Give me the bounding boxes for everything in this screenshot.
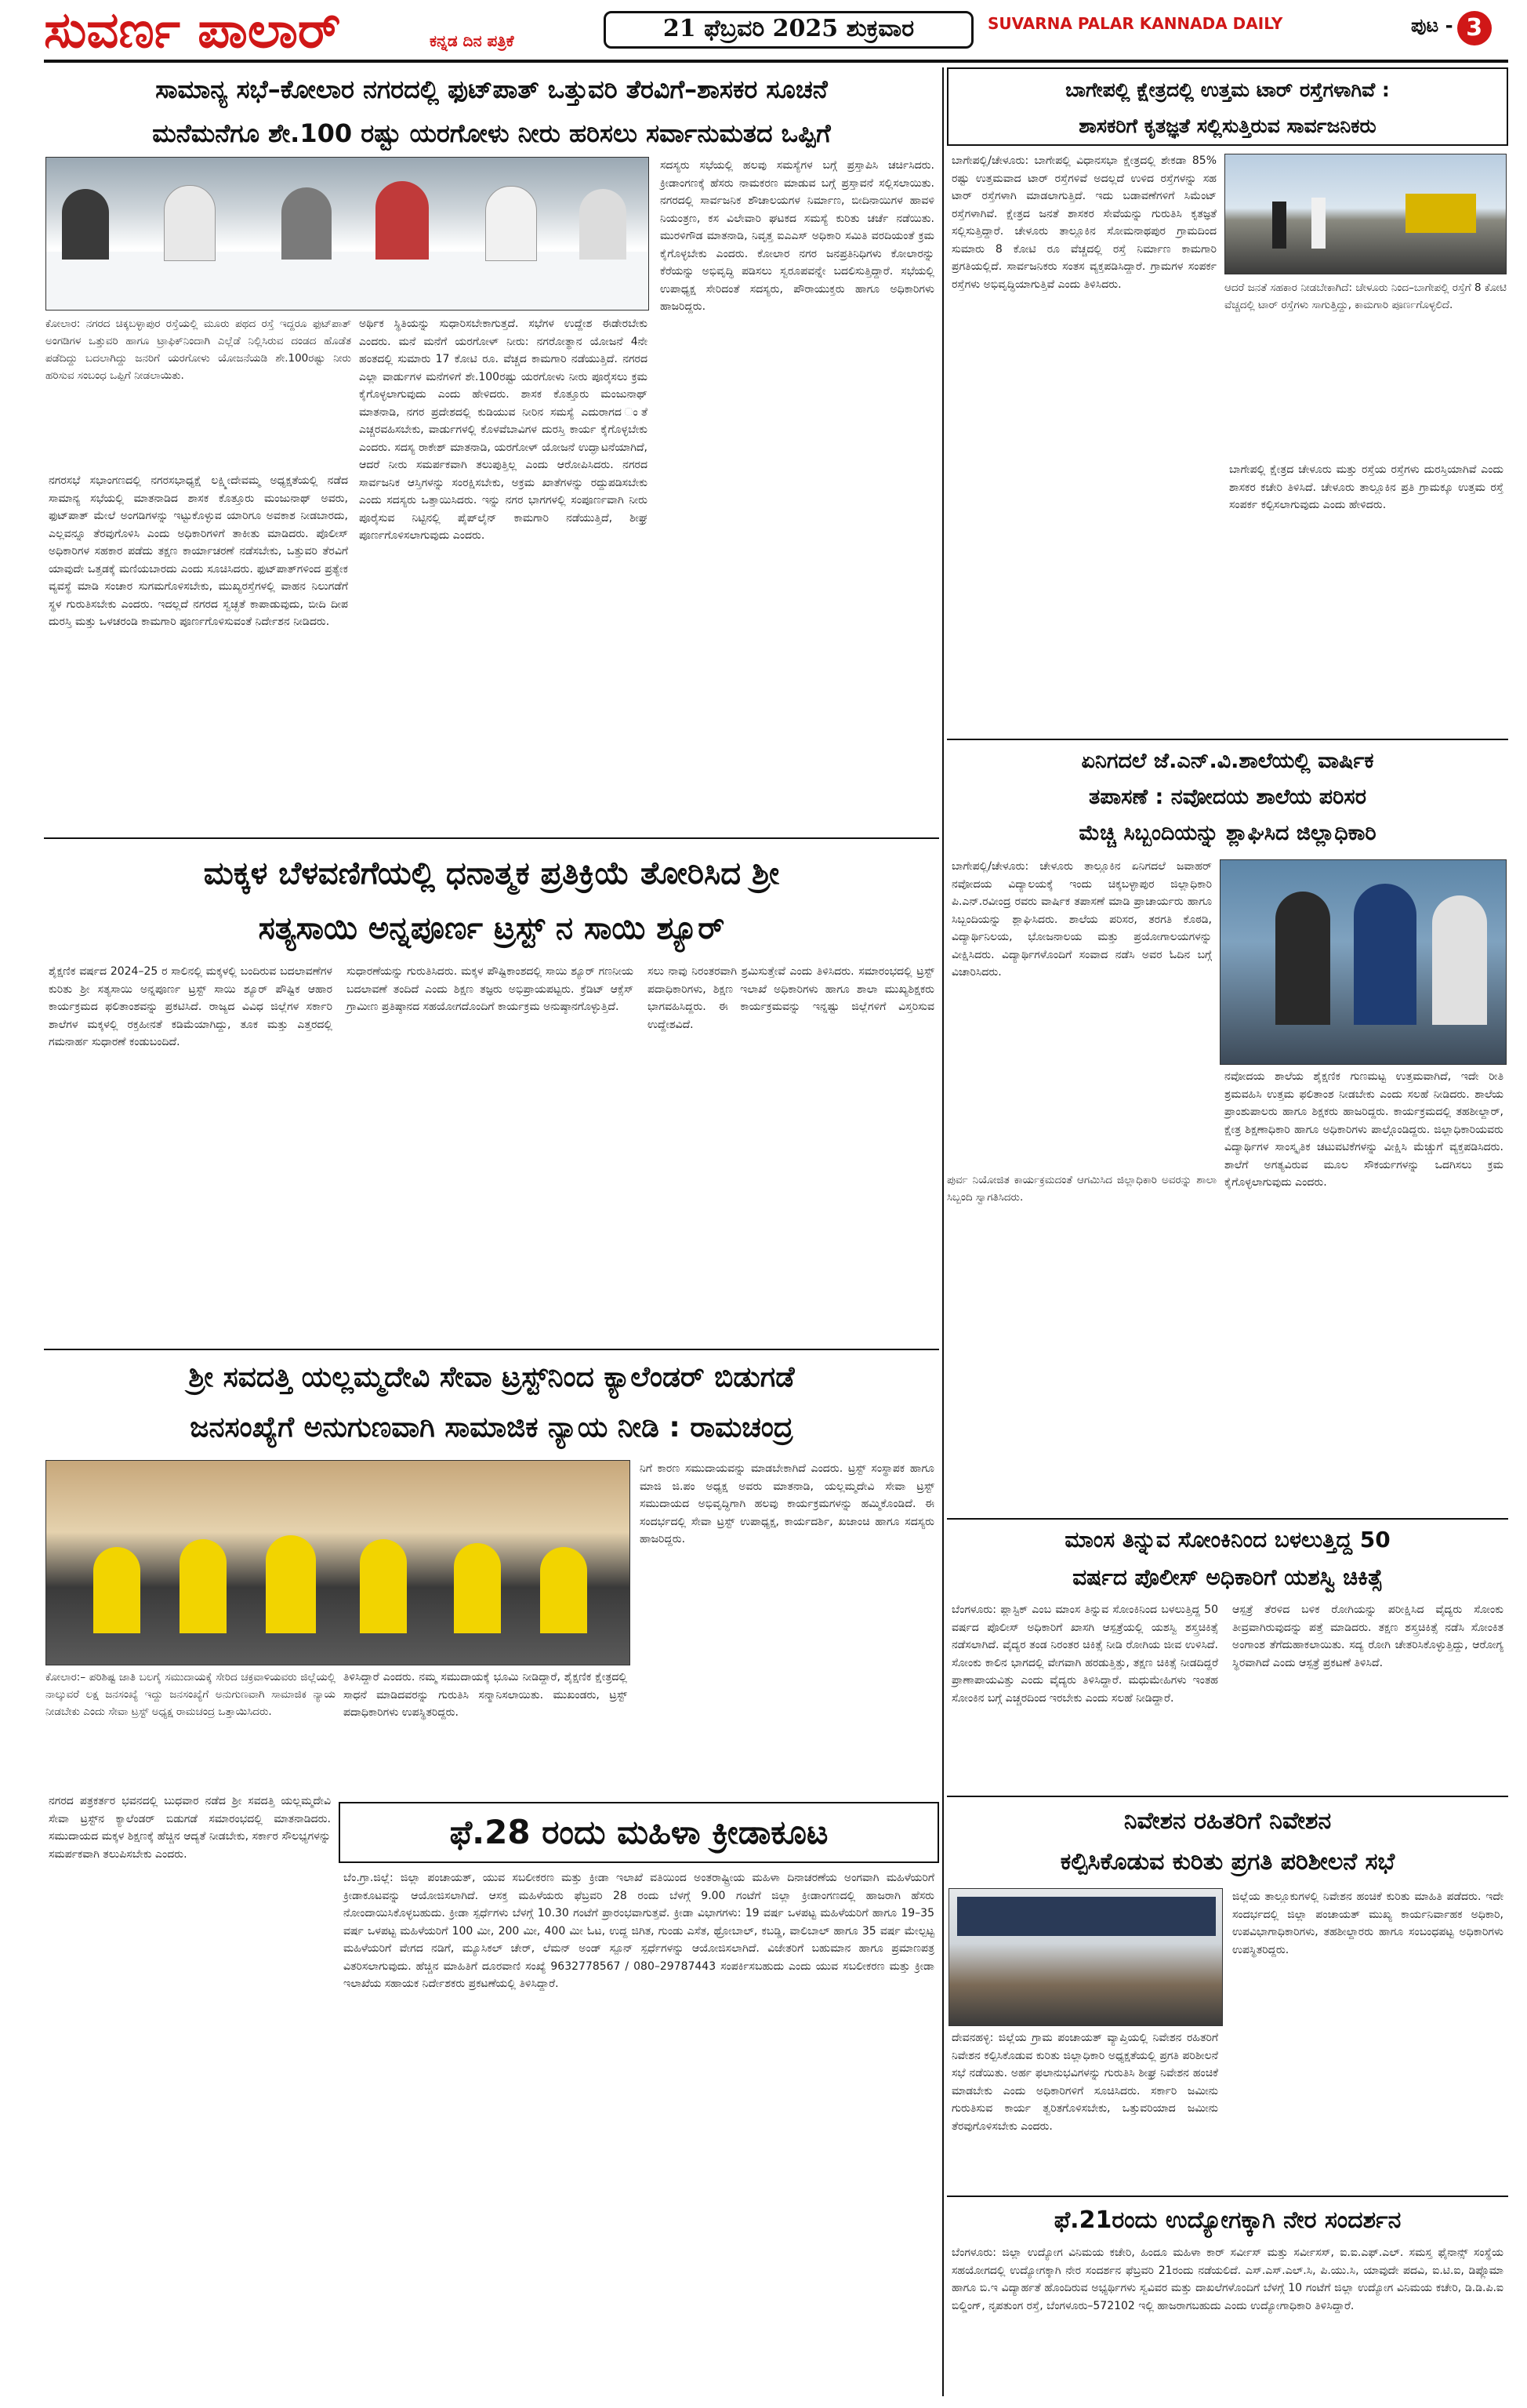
yallamma-headline-2: ಜನಸಂಖ್ಯೆಗೆ ಅನುಗುಣವಾಗಿ ಸಾಮಾಜಿಕ ನ್ಯಾಯ ನೀಡಿ : ರಾಮಚಂದ್ರ [190, 1411, 793, 1444]
nivesana-headline-1: ನಿವೇಶನ ರಹಿತರಿಗೆ ನಿವೇಶನ [1123, 1807, 1332, 1835]
yallamma-column-1: ನಗರದ ಪತ್ರಕರ್ತರ ಭವನದಲ್ಲಿ ಬುಧವಾರ ನಡೆದ ಶ್ರೀ ಸವದತ್ತಿ ಯಲ್ಲಮ್ಮದೇವಿ ಸೇವಾ ಟ್ರಸ್ಟ್‌ನ ಕ್ಯಾಲೆಂಡರ್ ಬಿಡುಗಡೆ ಸಮಾರಂಭದಲ್ಲಿ ಮಾತನಾಡಿದರು. ಸಮುದಾಯದ ಮಕ್ಕಳ ಶಿಕ್ಷಣಕ್ಕೆ ಹೆಚ್ಚಿನ ಆದ್ಯತೆ ನೀಡಬೇಕು, ಸರ್ಕಾರ ಸೌಲಭ್ಯಗಳನ್ನು ಸಮರ್ಪಕವಾಗಿ ತಲುಪಿಸಬೇಕು ಎಂದರು. [49, 1795, 331, 1861]
paper-english-name: SUVARNA PALAR KANNADA DAILY [988, 14, 1283, 33]
sathyasai-headline-box [44, 847, 939, 957]
police-section [947, 1521, 1508, 1796]
police-column-1: ಬೆಂಗಳೂರು: ಪ್ಲಾಸ್ಟಿಕ್ ಎಂಬ ಮಾಂಸ ತಿನ್ನುವ ಸೋಂಕಿನಿಂದ ಬಳಲುತ್ತಿದ್ದ 50 ವರ್ಷದ ಪೊಲೀಸ್ ಅಧಿಕಾರಿಗೆ ಖಾಸಗಿ ಆಸ್ಪತ್ರೆಯಲ್ಲಿ ಯಶಸ್ವಿ ಶಸ್ತ್ರಚಿಕಿತ್ಸೆ ನಡೆಸಲಾಗಿದೆ. ವೈದ್ಯರ ತಂಡ ನಿರಂತರ ಚಿಕಿತ್ಸೆ ನೀಡಿ ರೋಗಿಯ ಜೀವ ಉಳಿಸಿದೆ. ಸೋಂಕು ಕಾಲಿನ ಭಾಗದಲ್ಲಿ ವೇಗವಾಗಿ ಹರಡುತ್ತಿತ್ತು, ತಕ್ಷಣ ಚಿಕಿತ್ಸೆ ನೀಡದಿದ್ದರೆ ಪ್ರಾಣಾಪಾಯವಿತ್ತು ಎಂದು ವೈದ್ಯರು ತಿಳಿಸಿದ್ದಾರೆ. ಮಧುಮೇಹಿಗಳು ಇಂತಹ ಸೋಂಕಿನ ಬಗ್ಗೆ ಎಚ್ಚರದಿಂದ ಇರಬೇಕು ಎಂದು ಸಲಹೆ ನೀಡಿದ್ದಾರೆ. [952, 1604, 1218, 1705]
police-headline-2: ವರ್ಷದ ಪೊಲೀಸ್ ಅಧಿಕಾರಿಗೆ ಯಶಸ್ವಿ ಚಿಕಿತ್ಸೆ [1072, 1564, 1383, 1590]
column-rule [942, 67, 944, 2396]
sports-body: ಬೆಂ.ಗ್ರಾ.ಜಿಲ್ಲೆ: ಜಿಲ್ಲಾ ಪಂಚಾಯತ್, ಯುವ ಸಬಲೀಕರಣ ಮತ್ತು ಕ್ರೀಡಾ ಇಲಾಖೆ ವತಿಯಿಂದ ಅಂತರಾಷ್ಟ್ರೀಯ ಮಹಿಳಾ ದಿನಾಚರಣೆಯ ಅಂಗವಾಗಿ ಮಹಿಳೆಯರಿಗೆ ಕ್ರೀಡಾಕೂಟವನ್ನು ಆಯೋಜಿಸಲಾಗಿದೆ. ಆಸಕ್ತ ಮಹಿಳೆಯರು ಫೆಬ್ರವರಿ 28 ರಂದು ಬೆಳಗ್ಗೆ 9.00 ಗಂಟೆಗೆ ಜಿಲ್ಲಾ ಕ್ರೀಡಾಂಗಣದಲ್ಲಿ ಹಾಜರಾಗಿ ಹೆಸರು ನೋಂದಾಯಿಸಿಕೊಳ್ಳಬಹುದು. ಕ್ರೀಡಾ ಸ್ಪರ್ಧೆಗಳು ಬೆಳಗ್ಗೆ 10.30 ಗಂಟೆಗೆ ಪ್ರಾರಂಭವಾಗುತ್ತವೆ. ಕ್ರೀಡಾ ವಿಭಾಗಗಳು: 19 ವರ್ಷ ಒಳಪಟ್ಟ ಮಹಿಳೆಯರಿಗೆ ಹಾಗೂ 19–35 ವರ್ಷ ಒಳಪಟ್ಟ ಮಹಿಳೆಯರಿಗೆ 100 ಮೀ, 200 ಮೀ, 400 ಮೀ ಓಟ, ಉದ್ದ ಜಿಗಿತ, ಗುಂಡು ಎಸೆತ, ಥ್ರೋಬಾಲ್, ಕಬಡ್ಡಿ, ವಾಲಿಬಾಲ್ ಹಾಗೂ 35 ವರ್ಷ ಮೇಲ್ಪಟ್ಟ ಮಹಿಳೆಯರಿಗೆ ವೇಗದ ನಡಿಗೆ, ಮ್ಯೂಸಿಕಲ್ ಚೇರ್, ಲೆಮನ್ ಅಂಡ್ ಸ್ಪೂನ್ ಸ್ಪರ್ಧೆಗಳನ್ನು ಆಯೋಜಿಸಲಾಗಿದೆ. ವಿಜೇತರಿಗೆ ಬಹುಮಾನ ಹಾಗೂ ಪ್ರಮಾಣಪತ್ರ ವಿತರಿಸಲಾಗುವುದು. ಹೆಚ್ಚಿನ ಮಾಹಿತಿಗೆ ದೂರವಾಣಿ ಸಂಖ್ಯೆ 9632778567 / 080–29787443 ಸಂಪರ್ಕಿಸಬಹುದು ಎಂದು ಯುವ ಸಬಲೀಕರಣ ಮತ್ತು ಕ್ರೀಡಾ ಇಲಾಖೆಯ ಸಹಾಯಕ ನಿರ್ದೇಶಕರು ಪ್ರಕಟಣೆಯಲ್ಲಿ ತಿಳಿಸಿದ್ದಾರೆ. [343, 1872, 934, 1990]
bagepalli-divider [947, 739, 1508, 740]
sathyasai-column-1: ಶೈಕ್ಷಣಿಕ ವರ್ಷದ 2024–25 ರ ಸಾಲಿನಲ್ಲಿ ಮಕ್ಕಳಲ್ಲಿ ಬಂದಿರುವ ಬದಲಾವಣೆಗಳ ಕುರಿತು ಶ್ರೀ ಸತ್ಯಸಾಯಿ ಅನ್ನಪೂರ್ಣ ಟ್ರಸ್ಟ್ ಸಾಯಿ ಶ್ಯೂರ್ ಪೌಷ್ಟಿಕ ಆಹಾರ ಕಾರ್ಯಕ್ರಮದ ಫಲಿತಾಂಶವನ್ನು ಪ್ರಕಟಿಸಿದೆ. ರಾಜ್ಯದ ವಿವಿಧ ಜಿಲ್ಲೆಗಳ ಸರ್ಕಾರಿ ಶಾಲೆಗಳ ಮಕ್ಕಳಲ್ಲಿ ರಕ್ತಹೀನತೆ ಕಡಿಮೆಯಾಗಿದ್ದು, ತೂಕ ಮತ್ತು ಎತ್ತರದಲ್ಲಿ ಗಮನಾರ್ಹ ಸುಧಾರಣೆ ಕಂಡುಬಂದಿದೆ. [49, 965, 332, 1048]
page-number [1411, 11, 1521, 53]
masthead [0, 0, 1527, 63]
navodaya-headline-1: ಏನಿಗದಲೆ ಜೆ.ಎನ್.ವಿ.ಶಾಲೆಯಲ್ಲಿ ವಾರ್ಷಿಕ [1081, 749, 1374, 773]
navodaya-column-2: ನವೋದಯ ಶಾಲೆಯ ಶೈಕ್ಷಣಿಕ ಗುಣಮಟ್ಟ ಉತ್ತಮವಾಗಿದೆ, ಇದೇ ರೀತಿ ಶ್ರಮವಹಿಸಿ ಉತ್ತಮ ಫಲಿತಾಂಶ ನೀಡಬೇಕು ಎಂದು ಸಲಹೆ ನೀಡಿದರು. ಶಾಲೆಯ ಪ್ರಾಂಶುಪಾಲರು ಹಾಗೂ ಶಿಕ್ಷಕರು ಹಾಜರಿದ್ದರು. ಕಾರ್ಯಕ್ರಮದಲ್ಲಿ ತಹಶೀಲ್ದಾರ್, ಕ್ಷೇತ್ರ ಶಿಕ್ಷಣಾಧಿಕಾರಿ ಹಾಗೂ ಅಧಿಕಾರಿಗಳು ಪಾಲ್ಗೊಂಡಿದ್ದರು. ಜಿಲ್ಲಾಧಿಕಾರಿಯವರು ವಿದ್ಯಾರ್ಥಿಗಳ ಸಾಂಸ್ಕೃತಿಕ ಚಟುವಟಿಕೆಗಳನ್ನು ವೀಕ್ಷಿಸಿ ಮೆಚ್ಚುಗೆ ವ್ಯಕ್ತಪಡಿಸಿದರು. ಶಾಲೆಗೆ ಅಗತ್ಯವಿರುವ ಮೂಲ ಸೌಕರ್ಯಗಳನ್ನು ಒದಗಿಸಲು ಕ್ರಮ ಕೈಗೊಳ್ಳಲಾಗುವುದು ಎಂದರು. [1224, 1070, 1503, 1189]
masthead-subtitle: ಕನ್ನಡ ದಿನ ಪತ್ರಿಕೆ [430, 31, 514, 50]
navodaya-headline-3: ಮೆಚ್ಚಿ ಸಿಬ್ಬಂದಿಯನ್ನು ಶ್ಲಾಘಿಸಿದ ಜಿಲ್ಲಾಧಿಕಾರಿ [1079, 821, 1376, 845]
bagepalli-column-1: ಬಾಗೇಪಲ್ಲಿ/ಚೇಳೂರು: ಬಾಗೇಪಲ್ಲಿ ವಿಧಾನಸಭಾ ಕ್ಷೇತ್ರದಲ್ಲಿ ಶೇಕಡಾ 85% ರಷ್ಟು ಉತ್ತಮವಾದ ಟಾರ್ ರಸ್ತೆಗಳಿವೆ ಅದಲ್ಲದೆ ಉಳಿದ ರಸ್ತೆಗಳನ್ನು ಸಹ ಟಾರ್ ರಸ್ತೆಗಳಾಗಿ ಮಾಡಲಾಗುತ್ತಿದೆ. ಇದು ಬಡಾವಣೆಗಳಿಗೆ ಸಿಮೆಂಟ್ ರಸ್ತೆಗಳಾಗಿವೆ. ಕ್ಷೇತ್ರದ ಜನತೆ ಶಾಸಕರ ಸೇವೆಯನ್ನು ಗುರುತಿಸಿ ಕೃತಜ್ಞತೆ ಸಲ್ಲಿಸುತ್ತಿದ್ದಾರೆ. ಚೇಳೂರು ತಾಲ್ಲೂಕಿನ ಸೋಮನಾಥಪುರ ಗ್ರಾಮದಿಂದ ಸುಮಾರು 8 ಕೋಟಿ ರೂ ವೆಚ್ಚದಲ್ಲಿ ರಸ್ತೆ ನಿರ್ಮಾಣ ಕಾಮಗಾರಿ ಪ್ರಗತಿಯಲ್ಲಿದೆ. ಸಾರ್ವಜನಿಕರು ಸಂತಸ ವ್ಯಕ್ತಪಡಿಸಿದ್ದಾರೆ. ಗ್ರಾಮಗಳ ಸಂಪರ್ಕ ರಸ್ತೆಗಳು ಅಭಿವೃದ್ಧಿಯಾಗುತ್ತಿವೆ ಎಂದು ತಿಳಿಸಿದರು. [952, 154, 1217, 291]
kolar-column-2: ಅರ್ಥಿಕ ಸ್ಥಿತಿಯನ್ನು ಸುಧಾರಿಸಬೇಕಾಗುತ್ತದೆ. ಸಭೆಗಳ ಉದ್ದೇಶ ಈಡೇರಬೇಕು ಎಂದರು. ಮನೆ ಮನೆಗೆ ಯರಗೋಳ್ ನೀರು: ನಗರೋತ್ಥಾನ ಯೋಜನೆ 4ನೇ ಹಂತದಲ್ಲಿ ಸುಮಾರು 17 ಕೋಟಿ ರೂ. ವೆಚ್ಚದ ಕಾಮಗಾರಿ ನಡೆಯುತ್ತಿದೆ. ನಗರದ ಎಲ್ಲಾ ವಾರ್ಡುಗಳ ಮನೆಗಳಿಗೆ ಶೇ.100ರಷ್ಟು ಯರಗೋಳು ನೀರು ಪೂರೈಸಲು ಕ್ರಮ ಕೈಗೊಳ್ಳಲಾಗುವುದು ಎಂದು ಹೇಳಿದರು. ಶಾಸಕ ಕೊತ್ತೂರು ಮಂಜುನಾಥ್ ಮಾತನಾಡಿ, ನಗರ ಪ್ರದೇಶದಲ್ಲಿ ಕುಡಿಯುವ ನೀರಿನ ಸಮಸ್ಯೆ ಎದುರಾಗದ ಂತೆ ಎಚ್ಚರವಹಿಸಬೇಕು, ವಾರ್ಡುಗಳಲ್ಲಿ ಕೊಳವೆಬಾವಿಗಳ ದುರಸ್ತಿ ಕಾರ್ಯ ಕೈಗೊಳ್ಳಬೇಕು ಎಂದರು. ಸದಸ್ಯ ರಾಕೇಶ್ ಮಾತನಾಡಿ, ಯರಗೋಳ್ ಯೋಜನೆ ಉದ್ಘಾಟನೆಯಾಗಿದೆ, ಆದರೆ ನೀರು ಸಮರ್ಪಕವಾಗಿ ತಲುಪುತ್ತಿಲ್ಲ ಎಂದು ಆರೋಪಿಸಿದರು. ನಗರದ ಸಾರ್ವಜನಿಕ ಆಸ್ತಿಗಳನ್ನು ಸಂರಕ್ಷಿಸಬೇಕು, ಅಕ್ರಮ ಖಾತೆಗಳನ್ನು ರದ್ದುಪಡಿಸಬೇಕು ಎಂದು ಸದಸ್ಯರು ಒತ್ತಾಯಿಸಿದರು. ಇನ್ನು ನಗರ ಭಾಗಗಳಲ್ಲಿ ಸಂಪೂರ್ಣವಾಗಿ ನೀರು ಪೂರೈಸುವ ನಿಟ್ಟಿನಲ್ಲಿ ಪೈಪ್‌ಲೈನ್ ಕಾಮಗಾರಿ ನಡೆಯುತ್ತಿದೆ, ಶೀಘ್ರ ಪೂರ್ಣಗೊಳಿಸಲಾಗುವುದು ಎಂದರು. [359, 318, 647, 542]
kolar-column-1: ನಗರಸಭೆ ಸಭಾಂಗಣದಲ್ಲಿ ನಗರಸಭಾಧ್ಯಕ್ಷೆ ಲಕ್ಷ್ಮೀದೇವಮ್ಮ ಅಧ್ಯಕ್ಷತೆಯಲ್ಲಿ ನಡೆದ ಸಾಮಾನ್ಯ ಸಭೆಯಲ್ಲಿ ಮಾತನಾಡಿದ ಶಾಸಕ ಕೊತ್ತೂರು ಮಂಜುನಾಥ್ ಅವರು, ಫುಟ್‌ಪಾತ್ ಮೇಲೆ ಅಂಗಡಿಗಳನ್ನು ಇಟ್ಟುಕೊಳ್ಳುವ ಯಾರಿಗೂ ಅವಕಾಶ ನೀಡಬಾರದು, ಎಲ್ಲವನ್ನೂ ತೆರವುಗೊಳಿಸಿ ಎಂದು ಅಧಿಕಾರಿಗಳಿಗೆ ತಾಕೀತು ಮಾಡಿದರು. ಪೊಲೀಸ್ ಅಧಿಕಾರಿಗಳ ಸಹಕಾರ ಪಡೆದು ತಕ್ಷಣ ಕಾರ್ಯಾಚರಣೆ ನಡೆಸಬೇಕು, ಒತ್ತುವರಿ ತೆರವಿಗೆ ಯಾವುದೇ ಒತ್ತಡಕ್ಕೆ ಮಣಿಯಬಾರದು ಎಂದು ಸೂಚಿಸಿದರು. ಫುಟ್‌ಪಾತ್‌ಗಳಿಂದ ಪ್ರತ್ಯೇಕ ವ್ಯವಸ್ಥೆ ಮಾಡಿ ಸಂಚಾರ ಸುಗಮಗೊಳಿಸಬೇಕು, ಮುಖ್ಯರಸ್ತೆಗಳಲ್ಲಿ ವಾಹನ ನಿಲುಗಡೆಗೆ ಸ್ಥಳ ಗುರುತಿಸಬೇಕು ಎಂದರು. ಇದಲ್ಲದೆ ನಗರದ ಸ್ವಚ್ಛತೆ ಕಾಪಾಡುವುದು, ಬೀದಿ ದೀಪ ದುರಸ್ತಿ ಮತ್ತು ಒಳಚರಂಡಿ ಕಾಮಗಾರಿ ಪೂರ್ಣಗೊಳಿಸುವಂತೆ ನಿರ್ದೇಶನ ನೀಡಿದರು. [49, 474, 348, 628]
nivesana-column-2: ಜಿಲ್ಲೆಯ ತಾಲ್ಲೂಕುಗಳಲ್ಲಿ ನಿವೇಶನ ಹಂಚಿಕೆ ಕುರಿತು ಮಾಹಿತಿ ಪಡೆದರು. ಇದೇ ಸಂದರ್ಭದಲ್ಲಿ ಜಿಲ್ಲಾ ಪಂಚಾಯತ್ ಮುಖ್ಯ ಕಾರ್ಯನಿರ್ವಾಹಕ ಅಧಿಕಾರಿ, ಉಪವಿಭಾಗಾಧಿಕಾರಿಗಳು, ತಹಶೀಲ್ದಾರರು ಹಾಗೂ ಸಂಬಂಧಪಟ್ಟ ಅಧಿಕಾರಿಗಳು ಉಪಸ್ಥಿತರಿದ್ದರು. [1232, 1890, 1503, 1956]
sathyasai-column-3: ಸಲು ನಾವು ನಿರಂತರವಾಗಿ ಶ್ರಮಿಸುತ್ತೇವೆ ಎಂದು ತಿಳಿಸಿದರು. ಸಮಾರಂಭದಲ್ಲಿ ಟ್ರಸ್ಟ್ ಪದಾಧಿಕಾರಿಗಳು, ಶಿಕ್ಷಣ ಇಲಾಖೆ ಅಧಿಕಾರಿಗಳು ಹಾಗೂ ಶಾಲಾ ಮುಖ್ಯಶಿಕ್ಷಕರು ಭಾಗವಹಿಸಿದ್ದರು. ಈ ಕಾರ್ಯಕ್ರಮವನ್ನು ಇನ್ನಷ್ಟು ಜಿಲ್ಲೆಗಳಿಗೆ ವಿಸ್ತರಿಸುವ ಉದ್ದೇಶವಿದೆ. [647, 965, 934, 1031]
kolar-column-3: ಸದಸ್ಯರು ಸಭೆಯಲ್ಲಿ ಹಲವು ಸಮಸ್ಯೆಗಳ ಬಗ್ಗೆ ಪ್ರಸ್ತಾಪಿಸಿ ಚರ್ಚಿಸಿದರು. ಕ್ರೀಡಾಂಗಣಕ್ಕೆ ಹೆಸರು ನಾಮಕರಣ ಮಾಡುವ ಬಗ್ಗೆ ಪ್ರಸ್ತಾವನೆ ಸಲ್ಲಿಸಲಾಯಿತು. ನಗರದಲ್ಲಿ ಸಾರ್ವಜನಿಕ ಶೌಚಾಲಯಗಳ ನಿರ್ಮಾಣ, ಬೀದಿನಾಯಿಗಳ ಹಾವಳಿ ನಿಯಂತ್ರಣ, ಕಸ ವಿಲೇವಾರಿ ಘಟಕದ ಸಮಸ್ಯೆ ಕುರಿತು ಚರ್ಚೆ ನಡೆಯಿತು. ಮುರಳಿಗೌಡ ಮಾತನಾಡಿ, ನಿವೃತ್ತ ಐಎಎಸ್ ಅಧಿಕಾರಿ ಸಮಿತಿ ವರದಿಯಂತೆ ಕ್ರಮ ಕೈಗೊಳ್ಳಬೇಕು ಎಂದರು. ಕೋಲಾರ ನಗರ ಜನಪ್ರತಿನಿಧಿಗಳು ಕೋಲಾರನ್ನು ಕೆರೆಯನ್ನು ಅಭಿವೃದ್ಧಿ ಪಡಿಸಲು ಸ್ವರೂಪವನ್ನೇ ಬದಲಿಸುತ್ತಿದ್ದಾರೆ. ಸಭೆಯಲ್ಲಿ ಉಪಾಧ್ಯಕ್ಷ ಸೇರಿದಂತೆ ಸದಸ್ಯರು, ಪೌರಾಯುಕ್ತರು ಹಾಗೂ ಅಧಿಕಾರಿಗಳು ಹಾಜರಿದ್ದರು. [660, 159, 934, 313]
yallamma-headline-box [44, 1353, 939, 1454]
navodaya-headline-2: ತಪಾಸಣೆ : ನವೋದಯ ಶಾಲೆಯ ಪರಿಸರ [1088, 785, 1366, 809]
kolar-meeting-photo [45, 157, 649, 311]
nivesana-headline-2: ಕಲ್ಪಿಸಿಕೊಡುವ ಕುರಿತು ಪ್ರಗತಿ ಪರಿಶೀಲನೆ ಸಭೆ [1060, 1848, 1395, 1876]
navodaya-divider [947, 1796, 1508, 1797]
kolar-divider [44, 837, 939, 839]
police-headline-1: ಮಾಂಸ ತಿನ್ನುವ ಸೋಂಕಿನಿಂದ ಬಳಲುತ್ತಿದ್ದ 50 [1065, 1527, 1391, 1553]
sathyasai-headline-2: ಸತ್ಯಸಾಯಿ ಅನ್ನಪೂರ್ಣ ಟ್ರಸ್ಟ್ ನ ಸಾಯಿ ಶ್ಯೂರ್ [258, 910, 725, 946]
kolar-photo-caption: ಕೋಲಾರ: ನಗರದ ಚಿಕ್ಕಬಳ್ಳಾಪುರ ರಸ್ತೆಯಲ್ಲಿ ಮೂರು ಪಥದ ರಸ್ತೆ ಇದ್ದರೂ ಫುಟ್‌ಪಾತ್ ಅಂಗಡಿಗಳ ಒತ್ತುವರಿ ಹಾಗೂ ಟ್ರಾಫಿಕ್‌ನಿಂದಾಗಿ ಎಲ್ಲೆಡೆ ನಿಲ್ಲಿಸಿರುವ ದಂಡದ ಹೊಡೆತ ಪಡೆದಿದ್ದು ಬದಲಾಗಿದ್ದು ಜನರಿಗೆ ಯರಗೋಳು ಯೋಜನೆಯಡಿ ಶೇ.100ರಷ್ಟು ನೀರು ಹರಿಸುವ ಸಂಬಂಧ ಒಪ್ಪಿಗೆ ನೀಡಲಾಯಿತು. [45, 318, 351, 382]
bagepalli-photo-caption: ಆದರೆ ಜನತೆ ಸಹಕಾರ ನೀಡಬೇಕಾಗಿದೆ: ಚೇಳೂರು ನಿಂದ–ಬಾಗೇಪಲ್ಲಿ ರಸ್ತೆಗೆ 8 ಕೋಟಿ ವೆಚ್ಚದಲ್ಲಿ ಟಾರ್ ರಸ್ತೆಗಳು ಸಾಗುತ್ತಿದ್ದು, ಕಾಮಗಾರಿ ಪೂರ್ಣಗೊಳ್ಳಲಿದೆ. [1224, 281, 1507, 311]
masthead-rule [44, 60, 1508, 63]
yallamma-column-3: ನಿಗೆ ಕಾರಣ ಸಮುದಾಯವನ್ನು ಮಾಡಬೇಕಾಗಿದೆ ಎಂದರು. ಟ್ರಸ್ಟ್ ಸಂಸ್ಥಾಪಕ ಹಾಗೂ ಮಾಜಿ ಜಿ.ಪಂ ಅಧ್ಯಕ್ಷ ಅವರು ಮಾತನಾಡಿ, ಯಲ್ಲಮ್ಮದೇವಿ ಸೇವಾ ಟ್ರಸ್ಟ್ ಸಮುದಾಯದ ಅಭಿವೃದ್ಧಿಗಾಗಿ ಹಲವು ಕಾರ್ಯಕ್ರಮಗಳನ್ನು ಹಮ್ಮಿಕೊಂಡಿದೆ. ಈ ಸಂದರ್ಭದಲ್ಲಿ ಸೇವಾ ಟ್ರಸ್ಟ್ ಉಪಾಧ್ಯಕ್ಷ, ಕಾರ್ಯದರ್ಶಿ, ಖಜಾಂಚಿ ಹಾಗೂ ಸದಸ್ಯರು ಹಾಜರಿದ್ದರು. [640, 1462, 934, 1545]
navodaya-photo-caption: ಪುರ್ವ ನಿಯೋಜಿತ ಕಾರ್ಯಕ್ರಮದಂತೆ ಆಗಮಿಸಿದ ಜಿಲ್ಲಾಧಿಕಾರಿ ಅವರನ್ನು ಶಾಲಾ ಸಿಬ್ಬಂದಿ ಸ್ವಾಗತಿಸಿದರು. [947, 1174, 1217, 1204]
sports-headline-box [339, 1802, 939, 1863]
nivesana-meeting-photo [948, 1888, 1223, 2026]
sports-headline: ಫೆ.28 ರಂದು ಮಹಿಳಾ ಕ್ರೀಡಾಕೂಟ [449, 1813, 829, 1851]
bagepalli-road-photo [1224, 154, 1507, 274]
yallamma-column-2: ತಿಳಿಸಿದ್ದಾರೆ ಎಂದರು. ನಮ್ಮ ಸಮುದಾಯಕ್ಕೆ ಭೂಮಿ ನೀಡಿದ್ದಾರೆ, ಶೈಕ್ಷಣಿಕ ಕ್ಷೇತ್ರದಲ್ಲಿ ಸಾಧನೆ ಮಾಡಿದವರನ್ನು ಗುರುತಿಸಿ ಸನ್ಮಾನಿಸಲಾಯಿತು. ಮುಖಂಡರು, ಟ್ರಸ್ಟ್ ಪದಾಧಿಕಾರಿಗಳು ಉಪಸ್ಥಿತರಿದ್ದರು. [343, 1671, 627, 1719]
bagepalli-column-2: ಬಾಗೇಪಲ್ಲಿ ಕ್ಷೇತ್ರದ ಚೇಳೂರು ಮತ್ತು ರಸ್ತೆಯ ರಸ್ತೆಗಳು ದುರಸ್ತಿಯಾಗಿವೆ ಎಂದು ಶಾಸಕರ ಕಚೇರಿ ತಿಳಿಸಿದೆ. ಚೇಳೂರು ತಾಲ್ಲೂಕಿನ ಪ್ರತಿ ಗ್ರಾಮಕ್ಕೂ ಉತ್ತಮ ರಸ್ತೆ ಸಂಪರ್ಕ ಕಲ್ಪಿಸಲಾಗುವುದು ಎಂದು ಹೇಳಿದರು. [1229, 463, 1503, 511]
nivesana-column-1: ದೇವನಹಳ್ಳಿ: ಜಿಲ್ಲೆಯ ಗ್ರಾಮ ಪಂಚಾಯತ್ ವ್ಯಾಪ್ತಿಯಲ್ಲಿ ನಿವೇಶನ ರಹಿತರಿಗೆ ನಿವೇಶನ ಕಲ್ಪಿಸಿಕೊಡುವ ಕುರಿತು ಜಿಲ್ಲಾಧಿಕಾರಿ ಅಧ್ಯಕ್ಷತೆಯಲ್ಲಿ ಪ್ರಗತಿ ಪರಿಶೀಲನೆ ಸಭೆ ನಡೆಯಿತು. ಅರ್ಹ ಫಲಾನುಭವಿಗಳನ್ನು ಗುರುತಿಸಿ ಶೀಘ್ರ ನಿವೇಶನ ಹಂಚಿಕೆ ಮಾಡಬೇಕು ಎಂದು ಅಧಿಕಾರಿಗಳಿಗೆ ಸೂಚಿಸಿದರು. ಸರ್ಕಾರಿ ಜಮೀನು ಗುರುತಿಸುವ ಕಾರ್ಯ ತ್ವರಿತಗೊಳಿಸಬೇಕು, ಒತ್ತುವರಿಯಾದ ಜಮೀನು ತೆರವುಗೊಳಿಸಬೇಕು ಎಂದರು. [952, 2032, 1218, 2133]
bagepalli-headline-2: ಶಾಸಕರಿಗೆ ಕೃತಜ್ಞತೆ ಸಲ್ಲಿಸುತ್ತಿರುವ ಸಾರ್ವಜನಿಕರು [1079, 114, 1376, 137]
sathyasai-divider [44, 1349, 939, 1350]
nivesana-divider [947, 2196, 1508, 2197]
sathyasai-column-2: ಸುಧಾರಣೆಯನ್ನು ಗುರುತಿಸಿದರು. ಮಕ್ಕಳ ಪೌಷ್ಟಿಕಾಂಶದಲ್ಲಿ ಸಾಯಿ ಶ್ಯೂರ್ ಗಣನೀಯ ಬದಲಾವಣೆ ತಂದಿದೆ ಎಂದು ಶಿಕ್ಷಣ ತಜ್ಞರು ಅಭಿಪ್ರಾಯಪಟ್ಟರು. ಕ್ರೆಡಿಟ್ ಆಕ್ಸೆಸ್ ಗ್ರಾಮೀಣ ಪ್ರತಿಷ್ಠಾನದ ಸಹಯೋಗದೊಂದಿಗೆ ಕಾರ್ಯಕ್ರಮ ಅನುಷ್ಠಾನಗೊಳ್ಳುತ್ತಿದೆ. [346, 965, 633, 1013]
page-number-badge: 3 [1457, 11, 1492, 45]
police-column-2: ಆಸ್ಪತ್ರೆ ತೆರಳಿದ ಬಳಿಕ ರೋಗಿಯನ್ನು ಪರೀಕ್ಷಿಸಿದ ವೈದ್ಯರು ಸೋಂಕು ತೀವ್ರವಾಗಿರುವುದನ್ನು ಪತ್ತೆ ಮಾಡಿದರು. ತಕ್ಷಣ ಶಸ್ತ್ರಚಿಕಿತ್ಸೆ ನಡೆಸಿ ಸೋಂಕಿತ ಅಂಗಾಂಶ ತೆಗೆದುಹಾಕಲಾಯಿತು. ಸದ್ಯ ರೋಗಿ ಚೇತರಿಸಿಕೊಳ್ಳುತ್ತಿದ್ದು, ಆರೋಗ್ಯ ಸ್ಥಿರವಾಗಿದೆ ಎಂದು ಆಸ್ಪತ್ರೆ ಪ್ರಕಟಣೆ ತಿಳಿಸಿದೆ. [1232, 1604, 1503, 1669]
yallamma-photo-caption: ಕೋಲಾರ:– ಪರಿಶಿಷ್ಟ ಜಾತಿ ಬಲಗೈ ಸಮುದಾಯಕ್ಕೆ ಸೇರಿದ ಚಕ್ರವಾಳಿಯವರು ಜಿಲ್ಲೆಯಲ್ಲಿ ನಾಲ್ಕುವರೆ ಲಕ್ಷ ಜನಸಂಖ್ಯೆ ಇದ್ದು ಜನಸಂಖ್ಯೆಗೆ ಅನುಗುಣವಾಗಿ ಸಾಮಾಜಿಕ ನ್ಯಾಯ ನೀಡಬೇಕು ಎಂದು ಸೇವಾ ಟ್ರಸ್ಟ್ ಅಧ್ಯಕ್ಷ ರಾಮಚಂದ್ರ ಒತ್ತಾಯಿಸಿದರು. [45, 1671, 336, 1718]
navodaya-headline-box [947, 743, 1508, 855]
yallamma-headline-1: ಶ್ರೀ ಸವದತ್ತಿ ಯಲ್ಲಮ್ಮದೇವಿ ಸೇವಾ ಟ್ರಸ್ಟ್‌ನಿಂದ ಕ್ಯಾಲೆಂಡರ್ ಬಿಡುಗಡೆ [188, 1361, 795, 1393]
masthead-title: ಸುವರ್ಣ ಪಾಲಾರ್ [44, 3, 341, 60]
yallamma-calendar-photo [45, 1460, 630, 1665]
udyoga-body: ಬೆಂಗಳೂರು: ಜಿಲ್ಲಾ ಉದ್ಯೋಗ ವಿನಿಮಯ ಕಚೇರಿ, ಹಿಂದೂ ಮಹಿಳಾ ಕಾರ್ ಸರ್ವೀಸ್ ಮತ್ತು ಸರ್ವೀಸಸ್, ಐ.ಐ.ಎಫ್.ಎಲ್. ಸಮಸ್ತ ಫೈನಾನ್ಸ್ ಸಂಸ್ಥೆಯ ಸಹಯೋಗದಲ್ಲಿ ಉದ್ಯೋಗಕ್ಕಾಗಿ ನೇರ ಸಂದರ್ಶನ ಫೆಬ್ರವರಿ 21ರಂದು ನಡೆಯಲಿದೆ. ಎಸ್.ಎಸ್.ಎಲ್.ಸಿ, ಪಿ.ಯು.ಸಿ, ಯಾವುದೇ ಪದವಿ, ಐ.ಟಿ.ಐ, ಡಿಪ್ಲೊಮಾ ಹಾಗೂ ಬಿ.ಇ ವಿದ್ಯಾರ್ಹತೆ ಹೊಂದಿರುವ ಅಭ್ಯರ್ಥಿಗಳು ಸ್ವವಿವರ ಮತ್ತು ದಾಖಲೆಗಳೊಂದಿಗೆ ಬೆಳಗ್ಗೆ 10 ಗಂಟೆಗೆ ಜಿಲ್ಲಾ ಉದ್ಯೋಗ ವಿನಿಮಯ ಕಚೇರಿ, ಡಿ.ಡಿ.ಪಿ.ಐ ಬಿಲ್ಡಿಂಗ್, ನೃಪತುಂಗ ರಸ್ತೆ, ಬೆಂಗಳೂರು–572102 ಇಲ್ಲಿ ಹಾಜರಾಗಬಹುದು ಎಂದು ಉದ್ಯೋಗಾಧಿಕಾರಿ ತಿಳಿಸಿದ್ದಾರೆ. [952, 2246, 1503, 2312]
kolar-headline-1: ಸಾಮಾನ್ಯ ಸಭೆ–ಕೋಲಾರ ನಗರದಲ್ಲಿ ಫುಟ್‌ಪಾತ್ ಒತ್ತುವರಿ ತೆರವಿಗೆ–ಶಾಸಕರ ಸೂಚನೆ [155, 74, 828, 104]
navodaya-column-1: ಬಾಗೇಪಲ್ಲಿ/ಚೇಳೂರು: ಚೇಳೂರು ತಾಲ್ಲೂಕಿನ ಏನಿಗದಲೆ ಜವಾಹರ್ ನವೋದಯ ವಿದ್ಯಾಲಯಕ್ಕೆ ಇಂದು ಚಿಕ್ಕಬಳ್ಳಾಪುರ ಜಿಲ್ಲಾಧಿಕಾರಿ ಪಿ.ಎನ್.ರವೀಂದ್ರ ರವರು ವಾರ್ಷಿಕ ತಪಾಸಣೆ ಮಾಡಿ ಪ್ರಾಚಾರ್ಯರು ಹಾಗೂ ಸಿಬ್ಬಂದಿಯನ್ನು ಶ್ಲಾಘಿಸಿದರು. ಶಾಲೆಯ ಪರಿಸರ, ತರಗತಿ ಕೊಠಡಿ, ವಿದ್ಯಾರ್ಥಿನಿಲಯ, ಭೋಜನಾಲಯ ಮತ್ತು ಪ್ರಯೋಗಾಲಯಗಳನ್ನು ವೀಕ್ಷಿಸಿದರು. ವಿದ್ಯಾರ್ಥಿಗಳೊಂದಿಗೆ ಸಂವಾದ ನಡೆಸಿ ಅವರ ಓದಿನ ಬಗ್ಗೆ ವಿಚಾರಿಸಿದರು. [952, 860, 1212, 979]
bagepalli-headline-1: ಬಾಗೇಪಲ್ಲಿ ಕ್ಷೇತ್ರದಲ್ಲಿ ಉತ್ತಮ ಟಾರ್ ರಸ್ತೆಗಳಾಗಿವೆ : [1065, 78, 1390, 101]
udyoga-headline: ಫೆ.21ರಂದು ಉದ್ಯೋಗಕ್ಕಾಗಿ ನೇರ ಸಂದರ್ಶನ [1054, 2206, 1402, 2234]
sathyasai-headline-1: ಮಕ್ಕಳ ಬೆಳವಣಿಗೆಯಲ್ಲಿ ಧನಾತ್ಮಕ ಪ್ರತಿಕ್ರಿಯೆ ತೋರಿಸಿದ ಶ್ರೀ [203, 855, 780, 892]
nivesana-headline-box [947, 1802, 1508, 1883]
kolar-headline-2: ಮನೆಮನೆಗೂ ಶೇ.100 ರಷ್ಟು ಯರಗೋಳು ನೀರು ಹರಿಸಲು ಸರ್ವಾನುಮತದ ಒಪ್ಪಿಗೆ [152, 118, 831, 148]
bagepalli-headline-box [947, 67, 1508, 146]
issue-date: 21 ಫೆಬ್ರವರಿ 2025 ಶುಕ್ರವಾರ [604, 11, 974, 49]
police-top-rule [947, 1518, 1508, 1520]
page-label: ಪುಟ - [1411, 14, 1453, 37]
navodaya-inspection-photo [1220, 859, 1507, 1065]
